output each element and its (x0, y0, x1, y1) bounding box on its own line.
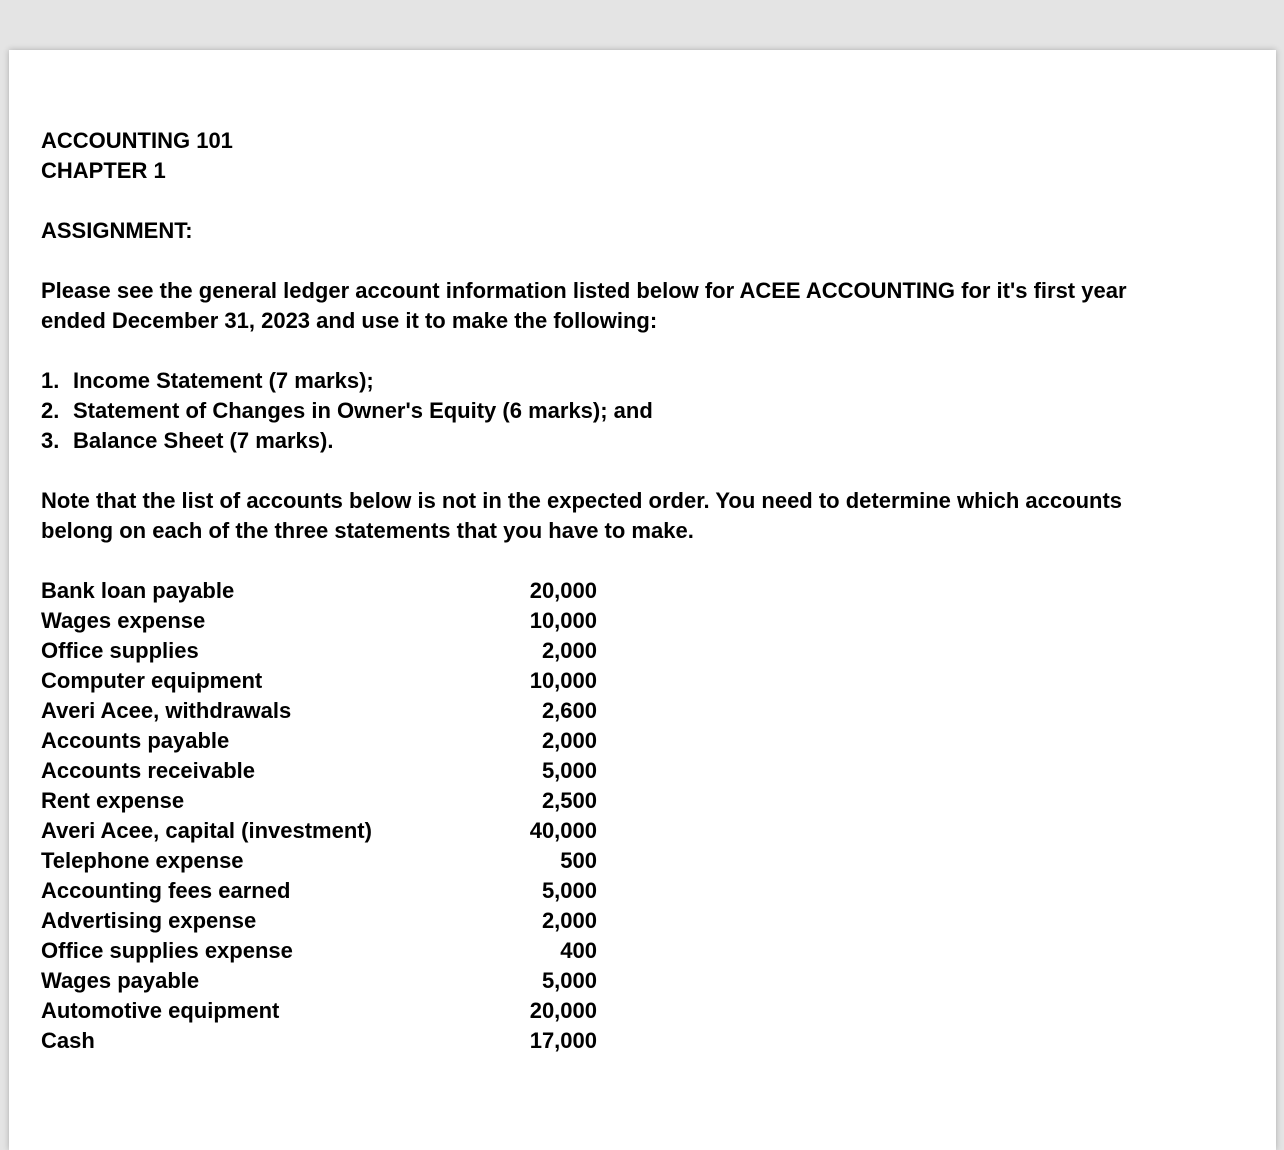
account-amount: 5,000 (541, 758, 597, 783)
account-amount: 400 (560, 938, 597, 963)
task-text: Balance Sheet (7 marks). (73, 428, 334, 453)
account-name: Cash (41, 1028, 95, 1053)
task-number: 1. (41, 368, 60, 393)
account-amount: 2,000 (541, 638, 597, 663)
table-row (41, 1026, 597, 1056)
table-row (41, 816, 597, 846)
account-amount: 10,000 (529, 668, 597, 693)
list-item (41, 366, 1221, 396)
table-row (41, 636, 597, 666)
account-name: Automotive equipment (41, 998, 280, 1023)
table-row (41, 726, 597, 756)
table-row (41, 666, 597, 696)
table-row (41, 786, 597, 816)
task-text: Income Statement (7 marks); (73, 368, 374, 393)
table-row (41, 966, 597, 996)
document-content (41, 126, 1221, 1056)
table-row (41, 606, 597, 636)
account-name: Bank loan payable (41, 578, 235, 603)
table-row (41, 996, 597, 1026)
table-row (41, 576, 597, 606)
account-amount: 20,000 (529, 998, 597, 1023)
instructions-line-2: ended December 31, 2023 and use it to make the following: (41, 308, 658, 333)
list-item (41, 426, 1221, 456)
account-amount: 5,000 (541, 878, 597, 903)
account-amount: 20,000 (529, 578, 597, 603)
account-amount: 5,000 (541, 968, 597, 993)
note-line-1: Note that the list of accounts below is not in the expected order. You need to determine which accounts (41, 488, 1123, 513)
table-row (41, 936, 597, 966)
account-amount: 17,000 (529, 1028, 597, 1053)
assignment-heading: ASSIGNMENT: (41, 218, 193, 243)
account-name: Accounts receivable (41, 758, 255, 783)
account-amount: 40,000 (529, 818, 597, 843)
table-row (41, 696, 597, 726)
account-name: Telephone expense (41, 848, 244, 873)
account-name: Wages payable (41, 968, 200, 993)
account-name: Averi Acee, withdrawals (41, 698, 292, 723)
account-name: Office supplies expense (41, 938, 293, 963)
account-name: Averi Acee, capital (investment) (41, 818, 372, 843)
account-name: Computer equipment (41, 668, 263, 693)
table-row (41, 876, 597, 906)
note-line-2: belong on each of the three statements that you have to make. (41, 518, 694, 543)
task-number: 2. (41, 398, 60, 423)
account-name: Wages expense (41, 608, 206, 633)
account-name: Office supplies (41, 638, 199, 663)
account-amount: 10,000 (529, 608, 597, 633)
account-list (41, 576, 597, 1056)
account-name: Accounts payable (41, 728, 230, 753)
account-amount: 2,500 (541, 788, 597, 813)
account-amount: 500 (560, 848, 597, 873)
table-row (41, 846, 597, 876)
table-row (41, 756, 597, 786)
course-title: ACCOUNTING 101 (41, 128, 233, 153)
task-text: Statement of Changes in Owner's Equity (6 marks); and (73, 398, 653, 423)
table-row (41, 906, 597, 936)
instructions-line-1: Please see the general ledger account information listed below for ACEE ACCOUNTING for it's first year (41, 278, 1127, 303)
account-amount: 2,000 (541, 728, 597, 753)
chapter-title: CHAPTER 1 (41, 158, 166, 183)
account-name: Rent expense (41, 788, 185, 813)
account-amount: 2,000 (541, 908, 597, 933)
task-list (41, 366, 1221, 456)
account-name: Accounting fees earned (41, 878, 291, 903)
account-name: Advertising expense (41, 908, 257, 933)
document-page (9, 50, 1276, 1150)
account-amount: 2,600 (541, 698, 597, 723)
list-item (41, 396, 1221, 426)
task-number: 3. (41, 428, 60, 453)
